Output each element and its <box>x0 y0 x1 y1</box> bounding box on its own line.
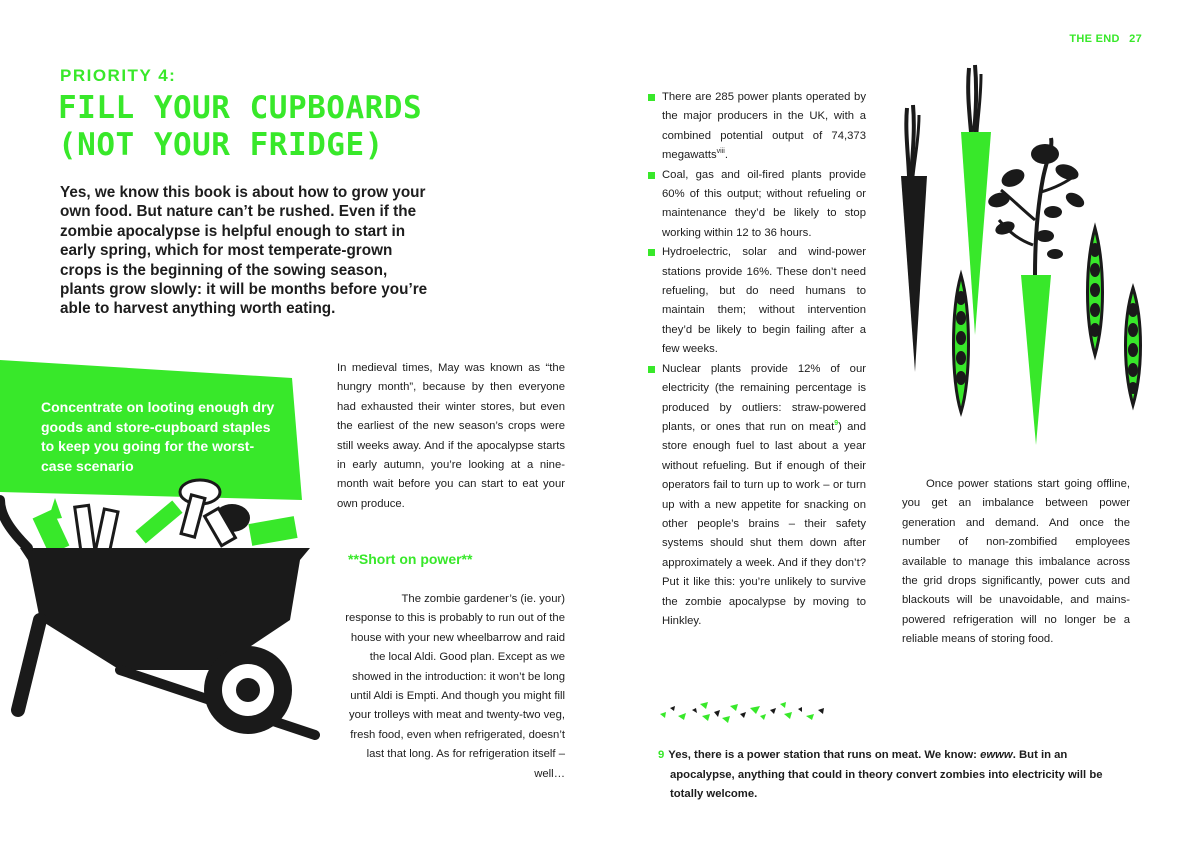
list-item: Hydroelectric, solar and wind-power stations provide 16%. These don’t need refueling, but do need humans to maintain them; without intervention they’d be likely to begin failing after a few weeks. <box>648 243 866 359</box>
list-item: Coal, gas and oil-fired plants provide 60% of this output; without refueling or maintenance they’d be likely to stop working within 12 to 36 hours. <box>648 166 866 244</box>
running-head <box>1063 33 1142 45</box>
footnote-italic: ewww <box>980 749 1013 761</box>
footnote-reference[interactable]: 9 <box>834 420 839 428</box>
confetti-divider <box>656 700 828 726</box>
wheelbarrow-contents <box>33 480 298 555</box>
running-head-section: THE END <box>1069 33 1120 45</box>
pea-pod-left <box>954 275 969 412</box>
page-title <box>58 90 458 164</box>
body-paragraph-medieval: In medieval times, May was known as “the hungry month”, because by then everyone had exhausted their winter stores, but even the earliest of the new season’s crops were still weeks away. And if the apocalypse starts in early autumn, you’re looking at a nine-month wait before you can start to eat your own produce. <box>337 362 565 510</box>
vegetables-illustration <box>895 60 1145 455</box>
list-item: There are 285 power plants operated by the major producers in the UK, with a combined potential output of 74,373 megawatts$^{viii}$. <box>648 88 866 166</box>
body-paragraph-power-stations: Once power stations start going offline, you get an imbalance between power generation and demand. And once the number of non-zombified employees available to manage this imbalance across the grid drops significantly, power cuts and blackouts will be unavoidable, and mains-powered refrigeration will no longer be a reliable means of storing food. <box>902 478 1130 646</box>
list-item: Nuclear plants provide 12% of our electricity (the remaining percentage is produced by outliers: straw-powered plants, or ones that run on meat$^9$) and store enough fuel to last about a year without refueling. But if enough of their operators fail to turn up to work – or turn up with a new appetite for snacking on other people’s brains – their safety systems should shut them down after approximately a week. And if they don’t? Put it like this: you’re unlikely to survive the zombie apocalypse by moving to Hinkley. <box>648 360 866 632</box>
intro-paragraph: Yes, we know this book is about how to grow your own food. But nature can’t be rushed. Even if the zombie apocalypse is helpful enough to start in early spring, which for most temperate-grown crops is the beginning of the sowing season, plants grow slowly: it will be months before you’re able to harvest anything worth eating. <box>60 184 428 318</box>
pea-pod-right <box>1126 288 1141 405</box>
pull-quote: Concentrate on looting enough dry goods and store-cupboard staples to keep you going for the worst-case scenario <box>41 399 275 474</box>
green-carrot-leafy <box>987 138 1087 445</box>
body-paragraph-response <box>337 590 565 784</box>
page-number: 27 <box>1129 33 1142 45</box>
pea-pod-middle <box>1088 228 1103 355</box>
wheelbarrow-illustration <box>0 470 330 750</box>
body-paragraph-response-text: The zombie gardener’s (ie. your) response to this is probably to run out of the house with your new wheelbarrow and raid the local Aldi. Good plan. Except as we showed in the introduction: it won’t be long until Aldi is Empti. And though you might fill your trolleys with meat and twenty-two veg, fresh food, even when refrigerated, doesn’t last that long. As for refrigeration itself – well… <box>345 593 565 780</box>
black-carrot <box>901 105 927 372</box>
footnote: 9 Yes, there is a power station that runs on meat. We know: ewww. But in an apocalypse, anything that could in theory convert zombies into electricity will be totally welcome. <box>658 749 1103 801</box>
endnote-marker: viii <box>716 148 725 156</box>
footnote-number: 9 <box>658 749 665 761</box>
power-facts-list <box>648 88 866 631</box>
priority-kicker: PRIORITY 4: <box>60 66 177 85</box>
page-title-line-2: (NOT YOUR FRIDGE) <box>58 127 384 163</box>
subhead-short-on-power: **Short on power** <box>348 551 473 567</box>
page-title-line-1: FILL YOUR CUPBOARDS <box>58 90 423 126</box>
